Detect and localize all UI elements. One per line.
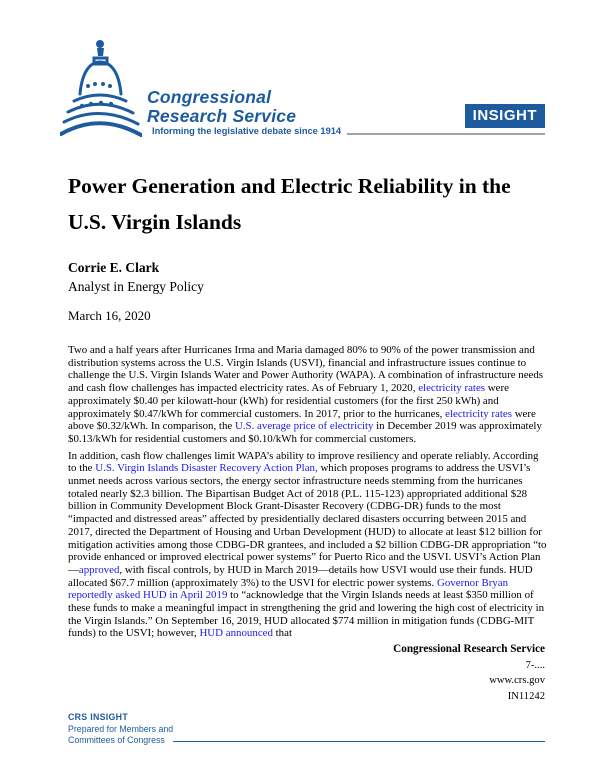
author-role: Analyst in Energy Policy xyxy=(68,279,204,294)
insight-badge: INSIGHT xyxy=(465,104,545,128)
org-name xyxy=(147,88,296,126)
prepared-line1: Prepared for Members and xyxy=(68,723,174,734)
footer-doc-id: IN11242 xyxy=(507,690,545,702)
header-rule xyxy=(347,133,545,135)
inline-link[interactable]: U.S. Virgin Islands Disaster Recovery Action Plan, xyxy=(95,462,318,475)
prepared-line2-row xyxy=(68,735,545,747)
inline-link[interactable]: U.S. average price of electricity xyxy=(234,420,374,433)
page-title: Power Generation and Electric Reliability in the U.S. Virgin Islands xyxy=(68,174,511,234)
footer-org: Congressional Research Service xyxy=(393,643,545,655)
paragraph-text: which proposes programs to address the USVI’s unmet needs across various sectors, the energy sector infrastructure needs stemming from the hurricanes totaled nearly $2.3 billion. The Bipartisan Budget Act of 2018 (P.L. 115-123) appropriated additional $28 billion in Community Development Block Grant-Disaster Recovery (CDBG-DR) funds to the most “impacted and distressed areas” affected by presidentially declared disasters occurring between 2015 and 2017, directed the Department of Housing and Urban Development (HUD) to allocate at least $12 billion for mitigation activities among those CDBG-DR grantees, and included a $2 billion CDBG-DR appropriation “to provide enhanced or improved electrical power systems” for Puerto Rico and the USVI. USVI’s Action Plan— xyxy=(68,462,547,576)
paragraph-text: that xyxy=(272,627,292,640)
footer-right xyxy=(393,642,545,704)
author-name: Corrie E. Clark xyxy=(68,260,160,275)
org-name-line1: Congressional xyxy=(147,87,272,107)
org-tagline: Informing the legislative debate since 1914 xyxy=(152,126,342,136)
body-paragraph xyxy=(68,450,548,641)
inline-link[interactable]: electricity rates xyxy=(445,407,512,420)
paragraph-text: were above $0.32/kWh. In comparison, the xyxy=(68,407,536,433)
paragraph-text: were approximately $0.40 per kilowatt-hour (kWh) for residential customers (for the first 250 kWh) and approximately $0.47/kWh for commercial customers. In 2017, prior to the hurricanes, xyxy=(68,382,509,420)
paragraph-text: to “acknowledge that the Virgin Islands needs at least $350 million of these funds to make a meaningful impact in strengthening the grid and lowering the high cost of electricity in the Virgin Islands.” On September 16, 2019, HUD allocated $774 million in mitigation funds (CDBG-MIT funds) to the USVI; however, xyxy=(68,589,545,640)
paragraph-text: Two and a half years after Hurricanes Irma and Maria damaged 80% to 90% of the power transmission and distribution systems across the U.S. Virgin Islands (USVI), financial and infrastructure issues continue to challenge the U.S. Virgin Islands Water and Power Authority (WAPA). A combination of infrastructure needs and cash flow challenges has impacted electricity rates. As of February 1, 2020, xyxy=(68,344,544,395)
crs-insight-label: CRS INSIGHT xyxy=(68,712,128,722)
org-name-line2: Research Service xyxy=(147,106,297,126)
inline-link[interactable]: electricity rates xyxy=(418,382,486,395)
footer-rule xyxy=(173,741,545,743)
footer-website[interactable]: www.crs.gov xyxy=(489,675,545,687)
capitol-dome-icon xyxy=(60,38,142,146)
publication-date: March 16, 2020 xyxy=(68,308,151,323)
inline-link[interactable]: approved xyxy=(78,563,120,576)
paragraph-text: , with fiscal controls, by HUD in March 2019—details how USVI would use their funds. HUD allocated $67.7 million (approximately 3%) to the USVI for electric power systems. xyxy=(68,563,533,589)
footer-phone: 7-.... xyxy=(525,659,545,671)
body-paragraph xyxy=(68,344,548,446)
author-block xyxy=(68,258,548,296)
inline-link[interactable]: Governor Bryan reportedly asked HUD in April 2019 xyxy=(68,576,509,602)
article xyxy=(68,168,548,640)
inline-link[interactable]: HUD announced xyxy=(199,627,273,640)
prepared-line2: Committees of Congress xyxy=(68,735,165,746)
paragraph-text: In addition, cash flow challenges limit WAPA’s ability to improve resiliency and operate reliably. According to the xyxy=(68,449,539,475)
paragraph-text: in December 2019 was approximately $0.13/kWh for residential customers and $0.10/kWh for commercial customers. xyxy=(68,420,542,445)
footer-left xyxy=(68,712,545,747)
